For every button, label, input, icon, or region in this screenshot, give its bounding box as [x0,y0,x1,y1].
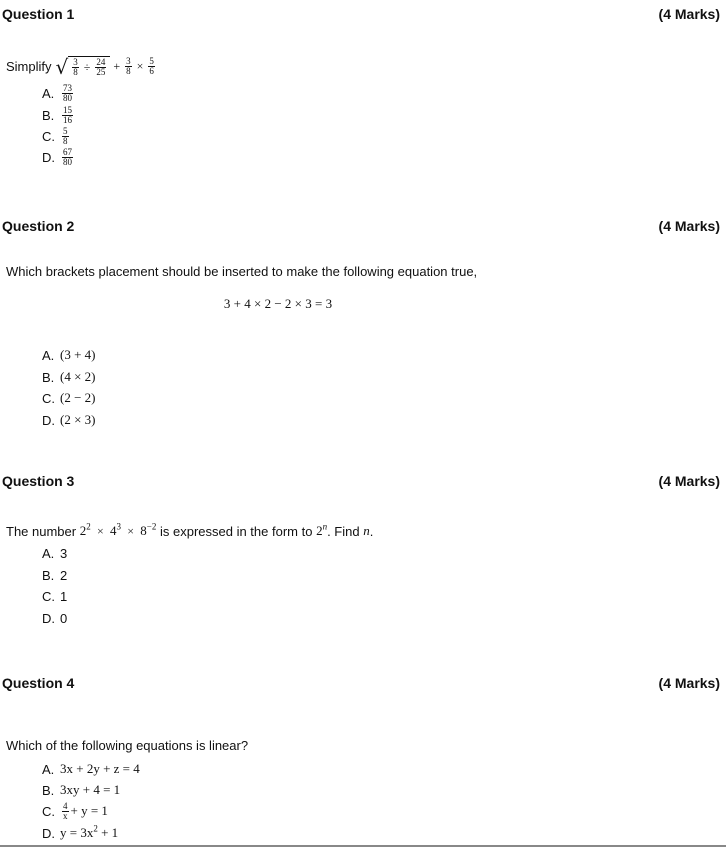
answer-option-b[interactable] [42,106,75,124]
answer-option-a[interactable] [42,544,67,562]
question-prompt: Which brackets placement should be inserted to make the following equation true, [6,264,478,279]
option-letter: D. [42,610,55,626]
answer-option-a[interactable] [42,84,75,102]
option-text: (4 × 2) [60,369,96,384]
option-fraction: $\frac{73}{80}$ [63,82,72,103]
question-header [2,216,720,236]
question-prompt: Which of the following equations is linear? [6,738,249,753]
answer-option-d[interactable] [42,411,96,429]
radical-sign: √ [55,54,69,79]
option-fraction: $\frac{15}{16}$ [63,104,72,125]
option-text: 2 [60,567,68,583]
option-text: (2 × 3) [60,412,96,427]
answer-option-d[interactable] [42,824,118,842]
option-letter: A. [42,347,55,363]
option-text: 3xy + 4 = 1 [60,782,121,797]
option-fraction: $\frac{4}{x}$ [63,800,68,821]
option-text: 0 [60,610,68,626]
answer-option-c[interactable] [42,802,108,820]
option-letter: B. [42,782,55,798]
answer-option-b[interactable] [42,368,96,386]
operator: × [136,59,144,73]
question-marks: (4 Marks) [658,218,720,234]
question-prompt [6,56,157,77]
option-letter: C. [42,390,55,406]
equation: 3 + 4 × 2 − 2 × 3 = 3 [223,296,333,311]
option-letter: D. [42,412,55,428]
option-fraction: $\frac{5}{8}$ [63,125,68,146]
question-title: Question 4 [2,675,75,691]
operator: ÷ [83,60,91,74]
answer-option-d[interactable] [42,609,67,627]
radicand [68,56,110,77]
question-title: Question 3 [2,473,75,489]
option-text: 1 [60,588,68,604]
expression: $2^2 \times 4^3 \times 8^{-2}$ [79,521,157,538]
option-letter: B. [42,369,55,385]
prompt-text: is expressed in the form to [159,523,313,539]
answer-option-a[interactable] [42,346,96,364]
question-marks: (4 Marks) [658,6,720,22]
answer-option-b[interactable] [42,566,67,584]
expression: 2$^n$ [316,521,328,538]
question-title: Question 2 [2,218,75,234]
answer-option-c[interactable] [42,389,96,407]
question-marks: (4 Marks) [658,675,720,691]
prompt-text: Simplify [6,59,52,74]
question-prompt: The number $2^2 \times 4^3 \times 8^{-2}$ is expressed in the form to 2$^n$ . Find n . [6,521,374,539]
question-header [2,4,720,24]
answer-option-c[interactable] [42,127,71,145]
prompt-text: . Find [327,523,360,539]
option-letter: B. [42,567,55,583]
option-letter: B. [42,107,55,123]
option-letter: A. [42,85,55,101]
question-title: Question 1 [2,6,75,22]
fraction: $\frac{3}{8}$ [73,57,78,77]
option-letter: A. [42,545,55,561]
option-fraction: $\frac{67}{80}$ [63,146,72,167]
option-letter: C. [42,588,55,604]
variable: n [363,523,370,538]
option-letter: A. [42,761,55,777]
fraction: $\frac{5}{6}$ [149,56,154,76]
option-text: + y = 1 [70,803,108,818]
operator: + [113,59,121,73]
prompt-text: The number [6,523,77,539]
option-letter: D. [42,149,55,165]
fraction: $\frac{3}{8}$ [126,56,131,76]
question-marks: (4 Marks) [658,473,720,489]
square-root-expression [56,56,111,77]
fraction: $\frac{24}{25}$ [96,57,106,77]
option-text: (2 − 2) [60,390,96,405]
answer-option-d[interactable] [42,148,75,166]
answer-option-b[interactable] [42,781,120,799]
option-text: $y = 3x^2 + 1$ [60,823,119,840]
question-header [2,673,720,693]
option-letter: C. [42,128,55,144]
answer-option-a[interactable] [42,760,140,778]
option-text: 3 [60,545,68,561]
question-header [2,471,720,491]
option-letter: C. [42,803,55,819]
option-letter: D. [42,825,55,841]
option-text: (3 + 4) [60,347,96,362]
option-text: 3x + 2y + z = 4 [60,761,140,776]
answer-option-c[interactable] [42,587,67,605]
